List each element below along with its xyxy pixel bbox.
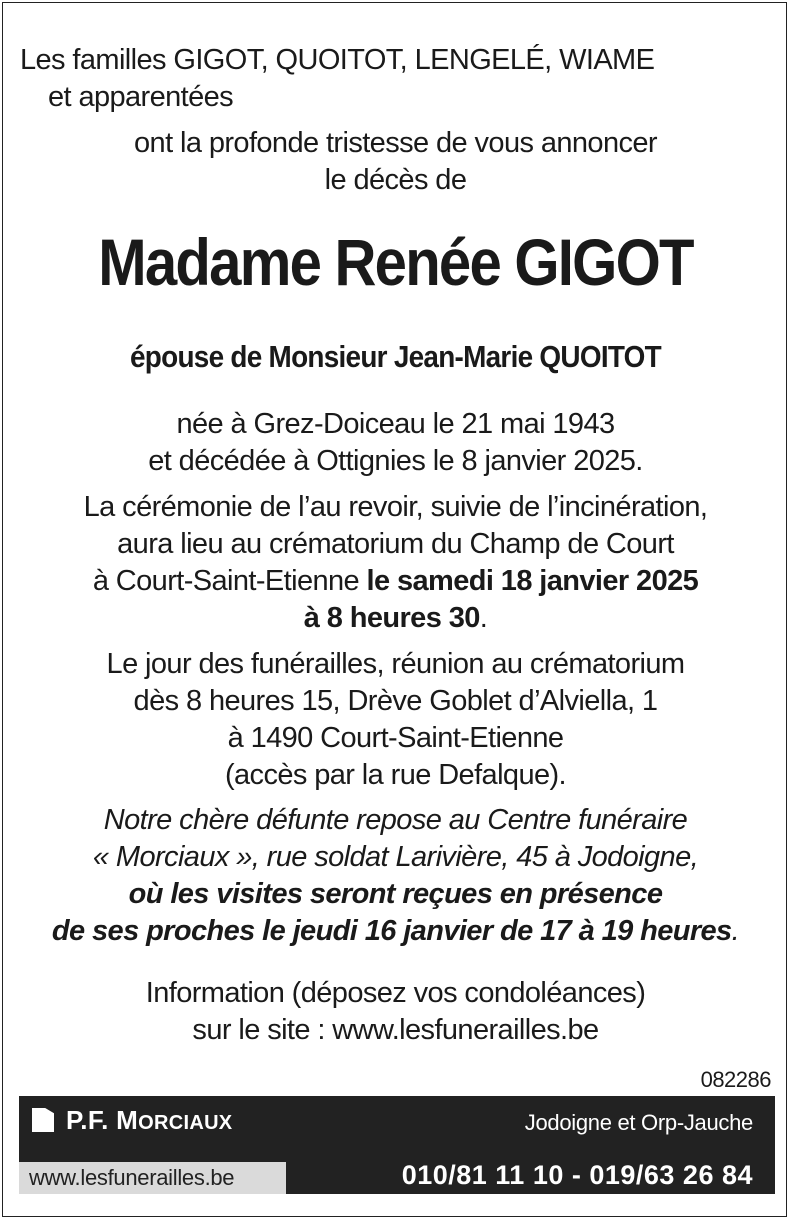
meeting-line-2: dès 8 heures 15, Drève Goblet d’Alviella, 1 — [133, 685, 658, 717]
ceremony-date: le samedi 18 janvier 2025 — [366, 565, 699, 597]
funeral-home-name — [66, 1105, 232, 1136]
website-link[interactable]: www.lesfunerailles.be — [19, 1162, 286, 1194]
visit-line-4 — [0, 917, 791, 946]
ceremony-line-3 — [0, 567, 791, 596]
birth-line: née à Grez-Doiceau le 21 mai 1943 — [176, 408, 615, 440]
ceremony-line-4 — [0, 604, 791, 633]
ceremony-line-2: aura lieu au crématorium du Champ de Court — [117, 528, 674, 560]
phone-numbers: 010/81 11 10 - 019/63 26 84 — [401, 1160, 753, 1190]
ceremony-period: . — [479, 602, 488, 634]
meeting-line-3: à 1490 Court-Saint-Etienne — [227, 722, 564, 754]
announcement-line: ont la profonde tristesse de vous annoncer — [134, 127, 657, 159]
death-line: et décédée à Ottignies le 8 janvier 2025. — [148, 445, 643, 477]
info-line-2: sur le site : www.lesfunerailles.be — [192, 1014, 599, 1046]
ceremony-line-1: La cérémonie de l’au revoir, suivie de l’incinération, — [83, 491, 708, 523]
visit-time: de ses proches le jeudi 16 janvier de 17 à 19 heures — [51, 915, 732, 947]
meeting-line-1: Le jour des funérailles, réunion au crématorium — [106, 648, 685, 680]
visit-line-2: « Morciaux », rue soldat Larivière, 45 à Jodoigne, — [92, 841, 699, 873]
meeting-line-4: (accès par la rue Defalque). — [224, 759, 567, 791]
families-line: Les familles GIGOT, QUOITOT, LENGELÉ, WIAME — [20, 44, 655, 76]
spouse-line: épouse de Monsieur Jean-Marie QUOITOT — [130, 339, 661, 374]
ceremony-time: à 8 heures 30 — [303, 602, 480, 634]
death-of-line: le décès de — [324, 164, 467, 196]
ceremony-place: à Court-Saint-Etienne — [92, 565, 367, 597]
funeral-home-locations: Jodoigne et Orp-Jauche — [524, 1110, 753, 1135]
reference-number: 082286 — [700, 1067, 771, 1092]
deceased-name: Madame Renée GIGOT — [98, 225, 693, 299]
funeral-home-banner — [19, 1096, 775, 1194]
firm-name-rest: ORCIAUX — [138, 1112, 233, 1134]
visit-line-3: où les visites seront reçues en présence — [128, 878, 663, 910]
relatives-line: et apparentées — [48, 81, 234, 113]
document-icon — [32, 1108, 54, 1132]
visit-period: . — [731, 915, 740, 947]
visit-line-1: Notre chère défunte repose au Centre funéraire — [103, 804, 688, 836]
info-line-1: Information (déposez vos condoléances) — [145, 977, 646, 1009]
firm-name-prefix: P.F. M — [66, 1105, 139, 1135]
